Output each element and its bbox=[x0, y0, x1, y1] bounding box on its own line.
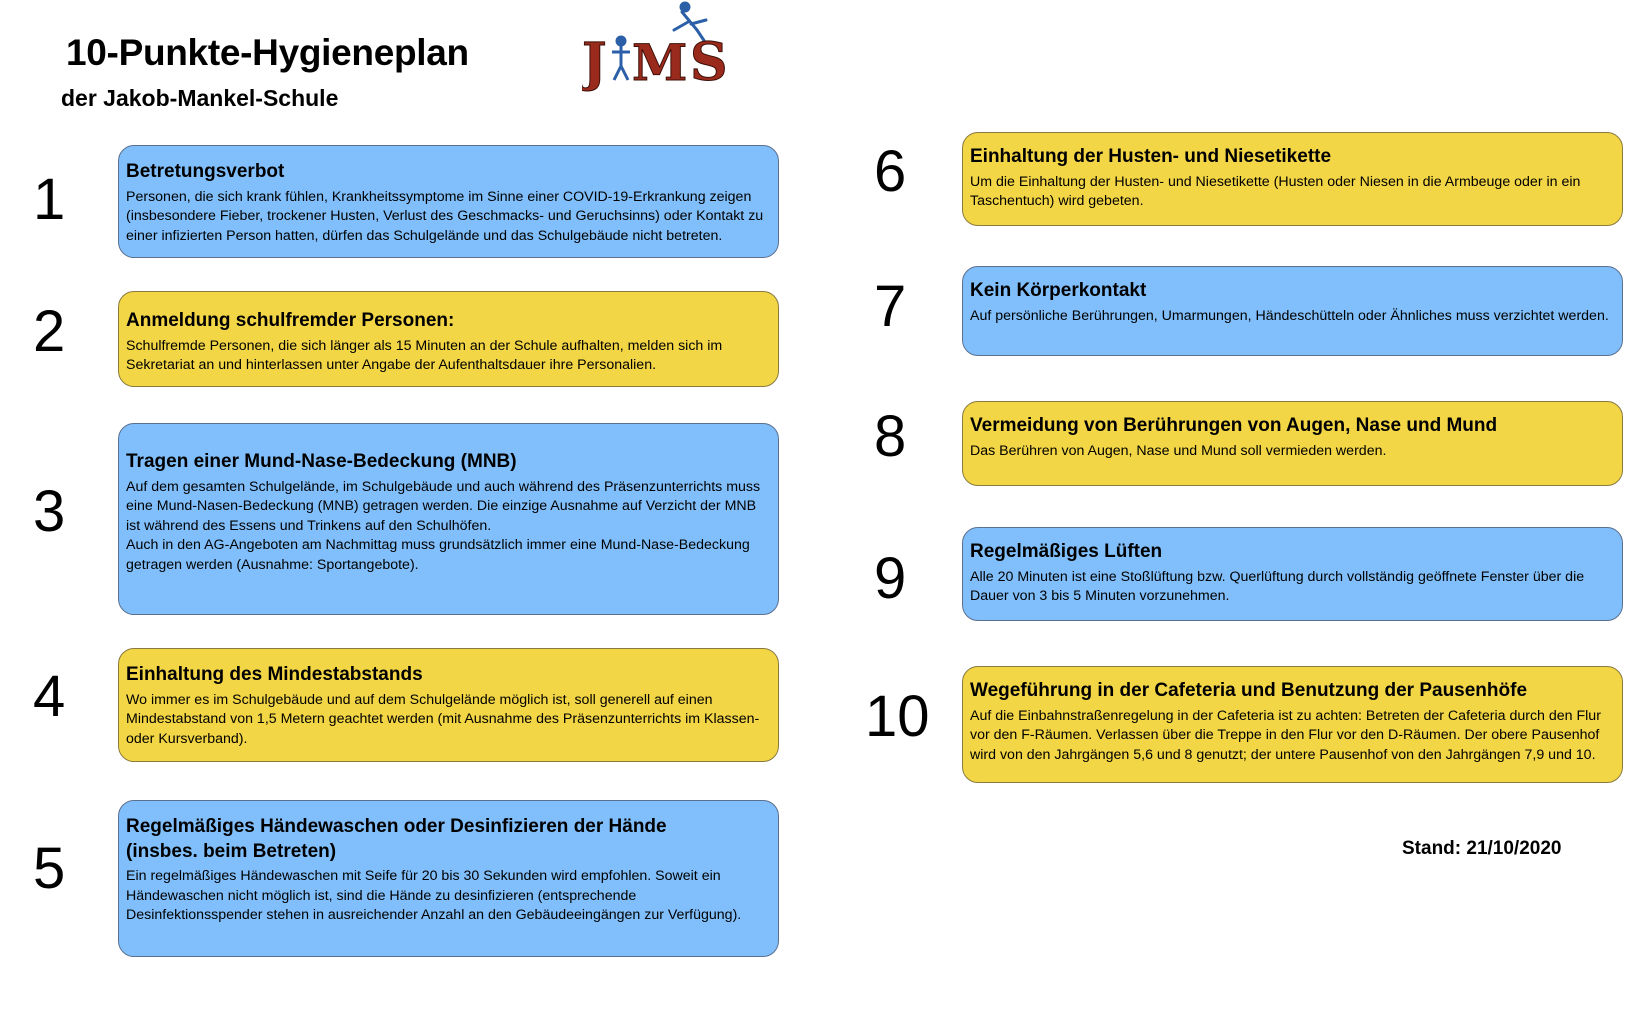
rule-text: Ein regelmäßiges Händewaschen mit Seife für 20 bis 30 Sekunden wird empfohlen. Soweit ein Händewaschen nicht möglich ist, sind die Hände zu desinfizieren (entsprechende Desinfektionsspender stehen in ausreichender Anzahl an den Gebäudeeingängen zur Verfügung). bbox=[126, 868, 742, 924]
rule-title: Regelmäßiges Händewaschen oder Desinfizieren der Hände (insbes. beim Betreten) bbox=[126, 816, 667, 862]
rule-text: Wo immer es im Schulgebäude und auf dem Schulgelände möglich ist, soll generell auf einen Mindestabstand von 1,5 Metern geachtet werden (mit Ausnahme des Präsenzunterrichts im Klassen- oder Kursverband). bbox=[126, 691, 760, 747]
rule-text: Alle 20 Minuten ist eine Stoßlüftung bzw. Querlüftung durch vollständig geöffnete Fenster über die Dauer von 3 bis 5 Minuten vorzunehmen. bbox=[970, 568, 1585, 605]
rule-text: Auch in den AG-Angeboten am Nachmittag muss grundsätzlich immer eine Mund-Nase-Bedeckung getragen werden (Ausnahme: Sportangebote). bbox=[126, 537, 750, 573]
svg-text:M: M bbox=[632, 33, 688, 92]
rule-card-2 bbox=[118, 291, 779, 387]
svg-text:J: J bbox=[582, 32, 607, 93]
rule-title: Anmeldung schulfremder Personen: bbox=[126, 310, 455, 331]
item-number: 2 bbox=[33, 299, 66, 364]
rule-title: Regelmäßiges Lüften bbox=[970, 541, 1163, 562]
rule-text: Auf dem gesamten Schulgelände, im Schulgebäude und auch während des Präsenzunterrichts muss eine Mund-Nasen-Bedeckung (MNB) getragen werden. Die einzige Ausnahme auf Verzicht der MNB ist während des Essens und Trinkens auf den Schulhöfen. bbox=[126, 478, 761, 534]
rule-text: Um die Einhaltung der Husten- und Niesetikette (Husten oder Niesen in die Armbeuge oder in ein Taschentuch) wird gebeten. bbox=[970, 173, 1581, 210]
item-number: 9 bbox=[874, 546, 907, 611]
item-number: 6 bbox=[874, 139, 907, 204]
rule-card-5 bbox=[118, 800, 779, 957]
rule-card-9 bbox=[962, 527, 1623, 621]
item-number: 5 bbox=[33, 836, 66, 901]
page-subtitle: der Jakob-Mankel-Schule bbox=[61, 85, 339, 111]
item-number: 7 bbox=[874, 274, 907, 339]
rule-card-6 bbox=[962, 132, 1623, 226]
item-number: 10 bbox=[865, 684, 930, 749]
rule-card-1 bbox=[118, 145, 779, 258]
rule-title: Kein Körperkontakt bbox=[970, 280, 1147, 301]
rule-title: Vermeidung von Berührungen von Augen, Nase und Mund bbox=[970, 415, 1498, 436]
rule-title: Einhaltung des Mindestabstands bbox=[126, 664, 423, 685]
rule-title: Einhaltung der Husten- und Niesetikette bbox=[970, 146, 1332, 167]
page-title: 10-Punkte-Hygieneplan bbox=[66, 32, 469, 73]
rule-text: Schulfremde Personen, die sich länger als 15 Minuten an der Schule aufhalten, melden sich im Sekretariat an und hinterlassen unter Angabe der Aufenthaltsdauer ihre Personalien. bbox=[126, 337, 723, 374]
stand-date: Stand: 21/10/2020 bbox=[1402, 838, 1562, 859]
item-number: 1 bbox=[33, 167, 66, 232]
rule-card-10 bbox=[962, 666, 1623, 783]
rule-text: Auf persönliche Berührungen, Umarmungen, Händeschütteln oder Ähnliches muss verzichtet werden. bbox=[970, 307, 1609, 324]
rule-text: Auf die Einbahnstraßenregelung in der Cafeteria ist zu achten: Betreten der Cafeteria durch den Flur vor den F-Räumen. Verlassen über die Treppe in den Flur vor den D-Räumen. Der obere Pausenhof wird von den Jahrgängen 5,6 und 8 genutzt; der untere Pausenhof von den Jahrgängen 7,9 und 10. bbox=[970, 707, 1601, 763]
rule-text: Das Berühren von Augen, Nase und Mund soll vermieden werden. bbox=[970, 442, 1387, 459]
rule-title: Betretungsverbot bbox=[126, 161, 285, 182]
item-number: 3 bbox=[33, 479, 66, 544]
rule-card-3 bbox=[118, 423, 779, 615]
rule-card-7 bbox=[962, 266, 1623, 356]
school-logo bbox=[582, 0, 752, 96]
item-number: 4 bbox=[33, 664, 66, 729]
rule-text: Personen, die sich krank fühlen, Krankheitssymptome im Sinne einer COVID-19-Erkrankung zeigen (insbesondere Fieber, trockener Husten, Verlust des Geschmacks- und Geruchsinns) oder Kontakt zu einer infizierten Person hatten, dürfen das Schulgelände und das Schulgebäude nicht betreten. bbox=[126, 188, 764, 244]
rule-card-4 bbox=[118, 648, 779, 762]
rule-title: Wegeführung in der Cafeteria und Benutzung der Pausenhöfe bbox=[970, 680, 1528, 701]
rule-title: Tragen einer Mund-Nase-Bedeckung (MNB) bbox=[126, 451, 517, 472]
item-number: 8 bbox=[874, 404, 907, 469]
rule-card-8 bbox=[962, 401, 1623, 486]
svg-text:S: S bbox=[690, 32, 728, 93]
